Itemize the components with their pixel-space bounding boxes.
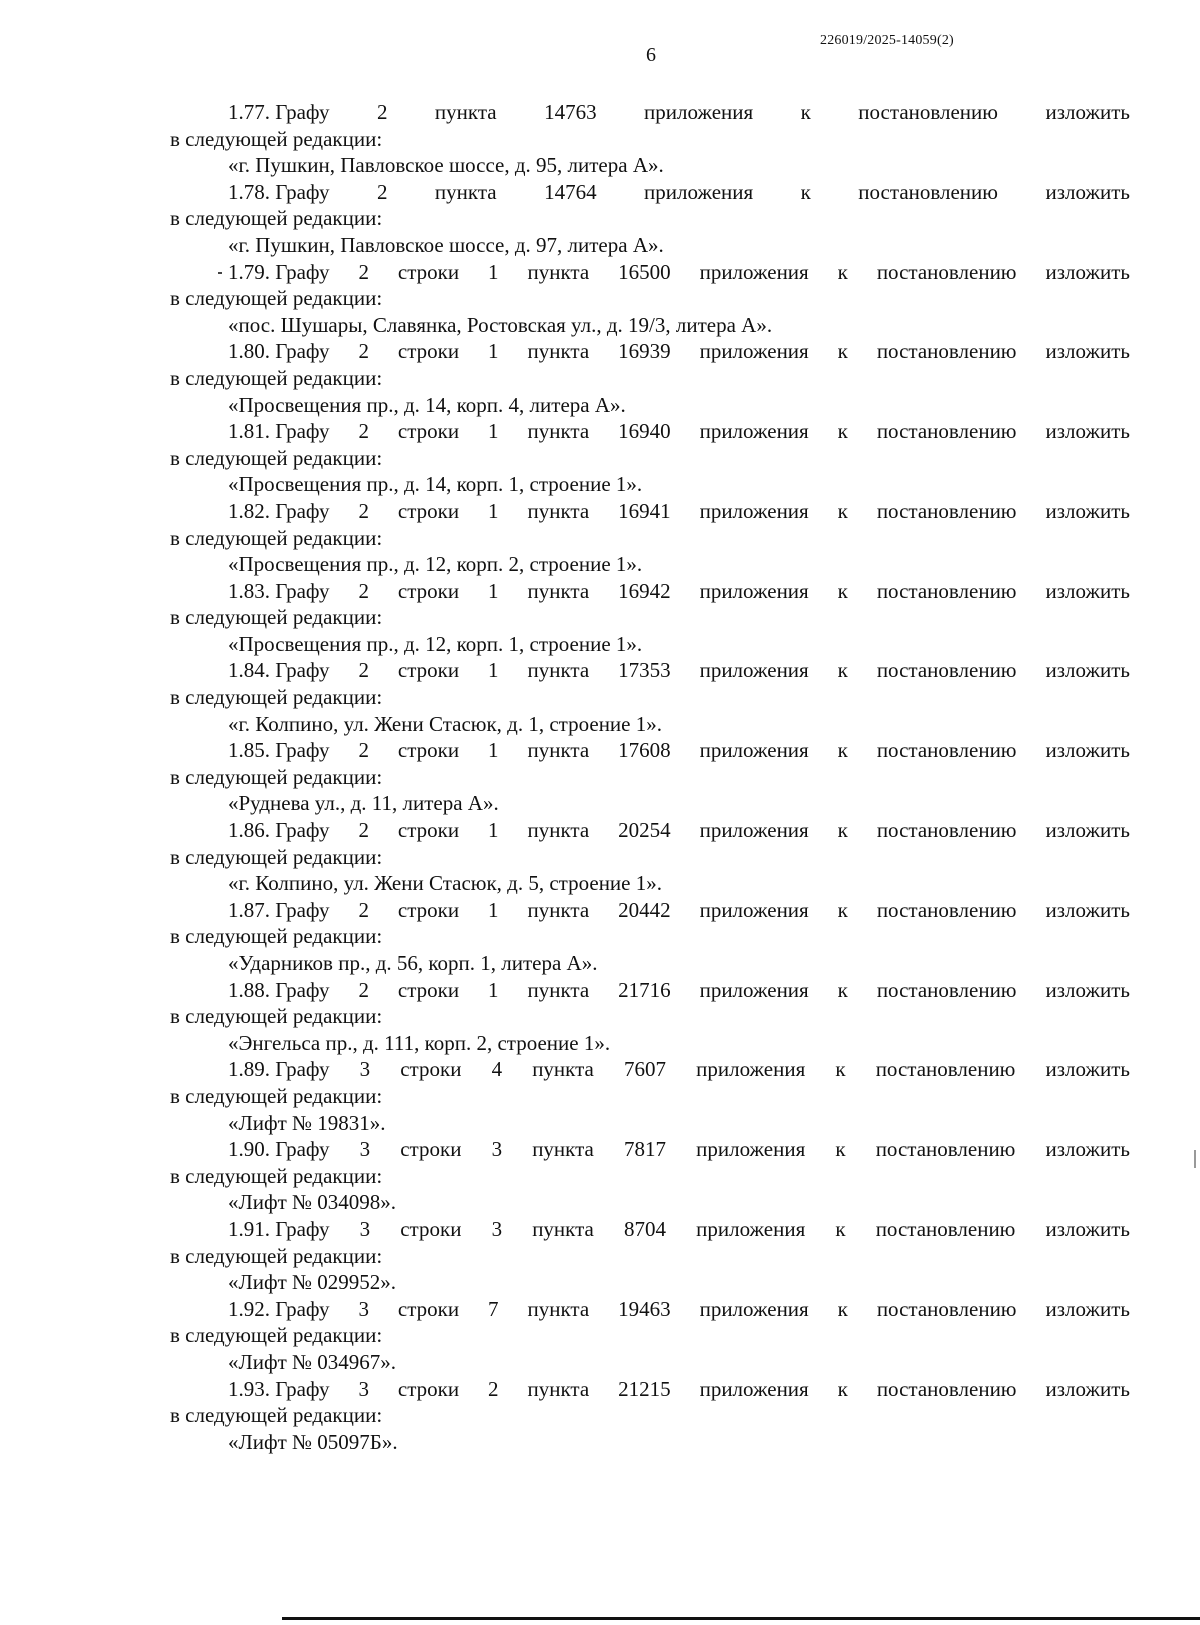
paragraph-word: приложения bbox=[696, 1057, 806, 1082]
paragraph-word: постановлению bbox=[876, 977, 1017, 1002]
paragraph-word: пункта bbox=[532, 1216, 594, 1241]
paragraph-word: пункта bbox=[527, 1376, 590, 1401]
paragraph-word: изложить bbox=[1045, 1216, 1130, 1241]
paragraph-word: 1.93. Графу bbox=[228, 1376, 330, 1401]
paragraph-first-line bbox=[170, 418, 1130, 445]
paragraph-word: приложения bbox=[699, 818, 809, 843]
paragraph-continuation: в следующей редакции: bbox=[170, 1004, 383, 1029]
paragraph-word: приложения bbox=[699, 1376, 809, 1401]
paragraph-word: пункта bbox=[527, 419, 590, 444]
paragraph-word: 17608 bbox=[618, 738, 671, 763]
paragraph-word: строки bbox=[397, 658, 460, 683]
amendment-paragraph bbox=[170, 1216, 1130, 1296]
amendment-paragraph bbox=[170, 418, 1130, 498]
paragraph-word: 2 bbox=[376, 100, 388, 124]
paragraph-word: 2 bbox=[358, 977, 369, 1002]
paragraph-word: постановлению bbox=[876, 1376, 1017, 1401]
paragraph-continuation: в следующей редакции: bbox=[170, 1083, 383, 1108]
paragraph-word: пункта bbox=[527, 897, 590, 922]
amendment-paragraph bbox=[170, 1296, 1130, 1376]
paragraph-word: постановлению bbox=[858, 179, 998, 204]
paragraph-word: строки bbox=[397, 339, 460, 364]
paragraph-word: к bbox=[837, 498, 848, 523]
paragraph-word: 1 bbox=[488, 818, 499, 843]
new-wording-quote: «Просвещения пр., д. 14, корп. 1, строение 1». bbox=[228, 472, 643, 497]
paragraph-word: постановлению bbox=[875, 1057, 1016, 1082]
paragraph-word: постановлению bbox=[876, 259, 1017, 284]
paragraph-first-line bbox=[170, 1136, 1130, 1163]
paragraph-continuation: в следующей редакции: bbox=[170, 844, 383, 869]
paragraph-word: изложить bbox=[1045, 100, 1130, 124]
paragraph-word: строки bbox=[400, 1057, 462, 1082]
paragraph-word: 1 bbox=[488, 339, 499, 364]
amendment-paragraph bbox=[170, 338, 1130, 418]
paragraph-word: приложения bbox=[699, 498, 809, 523]
paragraph-word: 1.83. Графу bbox=[228, 578, 330, 603]
paragraph-word: строки bbox=[397, 1296, 460, 1321]
paragraph-word: 1.82. Графу bbox=[228, 498, 330, 523]
amendment-paragraph bbox=[170, 99, 1130, 179]
new-wording-quote: «Энгельса пр., д. 111, корп. 2, строение 1». bbox=[228, 1030, 611, 1055]
paragraph-word: 1 bbox=[488, 738, 499, 763]
paragraph-continuation: в следующей редакции: bbox=[170, 605, 383, 630]
paragraph-first-line bbox=[170, 338, 1130, 365]
scan-artifact bbox=[218, 272, 222, 274]
paragraph-word: 1 bbox=[488, 259, 499, 284]
paragraph-word: пункта bbox=[532, 1137, 594, 1162]
paragraph-word: 7607 bbox=[623, 1057, 666, 1082]
paragraph-word: изложить bbox=[1045, 897, 1130, 922]
paragraph-word: пункта bbox=[532, 1057, 594, 1082]
paragraph-word: 7 bbox=[488, 1296, 499, 1321]
paragraph-first-line bbox=[170, 259, 1130, 286]
paragraph-continuation: в следующей редакции: bbox=[170, 764, 383, 789]
paragraph-word: 2 bbox=[358, 738, 369, 763]
paragraph-word: к bbox=[837, 818, 848, 843]
paragraph-word: приложения bbox=[699, 658, 809, 683]
paragraph-word: 2 bbox=[358, 578, 369, 603]
paragraph-word: постановлению bbox=[876, 658, 1017, 683]
paragraph-word: приложения bbox=[644, 100, 754, 124]
paragraph-word: 3 bbox=[358, 1376, 369, 1401]
paragraph-word: 16939 bbox=[618, 339, 671, 364]
paragraph-continuation: в следующей редакции: bbox=[170, 206, 383, 231]
paragraph-word: 1.77. Графу bbox=[228, 100, 330, 124]
amendment-paragraph bbox=[170, 737, 1130, 817]
paragraph-word: 19463 bbox=[618, 1296, 671, 1321]
paragraph-word: 16942 bbox=[618, 578, 671, 603]
paragraph-word: 2 bbox=[358, 818, 369, 843]
new-wording-quote: «г. Колпино, ул. Жени Стасюк, д. 1, строение 1». bbox=[228, 711, 662, 736]
paragraph-word: постановлению bbox=[876, 897, 1017, 922]
amendment-paragraph bbox=[170, 1376, 1130, 1456]
paragraph-continuation: в следующей редакции: bbox=[170, 445, 383, 470]
paragraph-word: 3 bbox=[491, 1216, 503, 1241]
paragraph-word: 3 bbox=[359, 1137, 371, 1162]
paragraph-word: 1.85. Графу bbox=[228, 738, 330, 763]
paragraph-word: к bbox=[837, 1296, 848, 1321]
paragraph-word: приложения bbox=[644, 179, 754, 204]
paragraph-word: строки bbox=[397, 1376, 460, 1401]
paragraph-word: строки bbox=[397, 738, 460, 763]
paragraph-first-line bbox=[170, 1296, 1130, 1323]
paragraph-word: 2 bbox=[358, 259, 369, 284]
paragraph-word: 1.90. Графу bbox=[228, 1137, 330, 1162]
paragraph-continuation: в следующей редакции: bbox=[170, 525, 383, 550]
paragraph-word: 2 bbox=[358, 419, 369, 444]
paragraph-word: 1.88. Графу bbox=[228, 977, 330, 1002]
paragraph-word: 1 bbox=[488, 977, 499, 1002]
paragraph-word: 20442 bbox=[618, 897, 671, 922]
paragraph-word: пункта bbox=[527, 259, 590, 284]
paragraph-word: приложения bbox=[696, 1137, 806, 1162]
paragraph-first-line bbox=[170, 657, 1130, 684]
paragraph-word: 1.84. Графу bbox=[228, 658, 330, 683]
paragraph-word: 1 bbox=[488, 897, 499, 922]
paragraph-word: к bbox=[800, 179, 811, 204]
paragraph-word: к bbox=[837, 738, 848, 763]
paragraph-word: изложить bbox=[1045, 1376, 1130, 1401]
paragraph-word: 1.91. Графу bbox=[228, 1216, 330, 1241]
paragraph-word: 2 bbox=[488, 1376, 499, 1401]
paragraph-word: изложить bbox=[1045, 738, 1130, 763]
paragraph-word: изложить bbox=[1045, 658, 1130, 683]
paragraph-word: к bbox=[837, 259, 848, 284]
new-wording-quote: «Руднева ул., д. 11, литера А». bbox=[228, 791, 499, 816]
paragraph-word: пункта bbox=[527, 977, 590, 1002]
paragraph-word: изложить bbox=[1045, 419, 1130, 444]
paragraph-word: 1.87. Графу bbox=[228, 897, 330, 922]
paragraph-first-line bbox=[170, 977, 1130, 1004]
amendment-paragraph bbox=[170, 657, 1130, 737]
paragraph-word: 8704 bbox=[623, 1216, 666, 1241]
amendment-paragraph bbox=[170, 259, 1130, 339]
paragraph-first-line bbox=[170, 1376, 1130, 1403]
paragraph-word: приложения bbox=[699, 977, 809, 1002]
paragraph-word: 2 bbox=[358, 658, 369, 683]
paragraph-word: постановлению bbox=[875, 1216, 1016, 1241]
paragraph-word: постановлению bbox=[876, 738, 1017, 763]
paragraph-word: к bbox=[835, 1216, 846, 1241]
new-wording-quote: «Просвещения пр., д. 14, корп. 4, литера А». bbox=[228, 392, 626, 417]
paragraph-word: постановлению bbox=[876, 419, 1017, 444]
paragraph-first-line bbox=[170, 817, 1130, 844]
paragraph-word: приложения bbox=[699, 1296, 809, 1321]
paragraph-word: 21716 bbox=[618, 977, 671, 1002]
new-wording-quote: «Лифт № 034098». bbox=[228, 1190, 397, 1215]
paragraph-word: постановлению bbox=[876, 578, 1017, 603]
paragraph-word: 1.92. Графу bbox=[228, 1296, 330, 1321]
amendment-paragraph bbox=[170, 498, 1130, 578]
paragraph-word: строки bbox=[397, 818, 460, 843]
paragraph-word: 2 bbox=[358, 498, 369, 523]
paragraph-word: 14763 bbox=[544, 100, 597, 124]
page-number: 6 bbox=[646, 44, 656, 66]
new-wording-quote: «Лифт № 05097Б». bbox=[228, 1429, 398, 1454]
paragraph-word: 1.80. Графу bbox=[228, 339, 330, 364]
paragraph-word: 3 bbox=[359, 1216, 371, 1241]
paragraph-word: 7817 bbox=[623, 1137, 666, 1162]
paragraph-word: строки bbox=[397, 498, 460, 523]
paragraph-word: 3 bbox=[491, 1137, 503, 1162]
paragraph-word: к bbox=[835, 1137, 846, 1162]
amendment-paragraph bbox=[170, 897, 1130, 977]
paragraph-word: изложить bbox=[1045, 339, 1130, 364]
paragraph-word: 2 bbox=[358, 897, 369, 922]
paragraph-word: к bbox=[837, 977, 848, 1002]
amendment-paragraph bbox=[170, 1136, 1130, 1216]
paragraph-word: изложить bbox=[1045, 818, 1130, 843]
new-wording-quote: «Просвещения пр., д. 12, корп. 1, строение 1». bbox=[228, 631, 643, 656]
paragraph-first-line bbox=[170, 1056, 1130, 1083]
new-wording-quote: «г. Пушкин, Павловское шоссе, д. 95, литера А». bbox=[228, 153, 664, 178]
paragraph-word: к bbox=[837, 419, 848, 444]
document-body bbox=[170, 99, 1130, 1455]
paragraph-word: 1 bbox=[488, 419, 499, 444]
paragraph-first-line bbox=[170, 498, 1130, 525]
new-wording-quote: «Лифт № 19831». bbox=[228, 1110, 386, 1135]
paragraph-word: к bbox=[837, 897, 848, 922]
paragraph-word: строки bbox=[397, 977, 460, 1002]
paragraph-word: 21215 bbox=[618, 1376, 671, 1401]
paragraph-continuation: в следующей редакции: bbox=[170, 1323, 383, 1348]
paragraph-continuation: в следующей редакции: bbox=[170, 126, 383, 151]
paragraph-continuation: в следующей редакции: bbox=[170, 1403, 383, 1428]
paragraph-word: пункта bbox=[434, 100, 497, 124]
paragraph-word: 3 bbox=[358, 1296, 369, 1321]
paragraph-word: пункта bbox=[527, 818, 590, 843]
paragraph-word: приложения bbox=[699, 897, 809, 922]
paragraph-word: приложения bbox=[699, 339, 809, 364]
paragraph-word: 1.86. Графу bbox=[228, 818, 330, 843]
paragraph-word: пункта bbox=[527, 498, 590, 523]
paragraph-first-line bbox=[170, 99, 1130, 126]
paragraph-word: 1.78. Графу bbox=[228, 179, 330, 204]
paragraph-word: строки bbox=[397, 897, 460, 922]
paragraph-word: пункта bbox=[527, 658, 590, 683]
paragraph-word: постановлению bbox=[875, 1137, 1016, 1162]
paragraph-word: 3 bbox=[359, 1057, 371, 1082]
paragraph-word: к bbox=[837, 339, 848, 364]
paragraph-word: 2 bbox=[358, 339, 369, 364]
paragraph-first-line bbox=[170, 179, 1130, 206]
paragraph-word: пункта bbox=[527, 578, 590, 603]
paragraph-continuation: в следующей редакции: bbox=[170, 924, 383, 949]
amendment-paragraph bbox=[170, 817, 1130, 897]
paragraph-word: изложить bbox=[1045, 1296, 1130, 1321]
document-registration-number: 226019/2025-14059(2) bbox=[820, 33, 954, 48]
new-wording-quote: «Лифт № 029952». bbox=[228, 1270, 397, 1295]
paragraph-word: к bbox=[837, 1376, 848, 1401]
paragraph-word: постановлению bbox=[876, 1296, 1017, 1321]
paragraph-word: приложения bbox=[699, 738, 809, 763]
paragraph-word: 1.81. Графу bbox=[228, 419, 330, 444]
new-wording-quote: «г. Колпино, ул. Жени Стасюк, д. 5, строение 1». bbox=[228, 871, 662, 896]
amendment-paragraph bbox=[170, 179, 1130, 259]
amendment-paragraph bbox=[170, 977, 1130, 1057]
paragraph-word: пункта bbox=[527, 339, 590, 364]
paragraph-word: 1 bbox=[488, 658, 499, 683]
paragraph-word: изложить bbox=[1045, 578, 1130, 603]
paragraph-word: изложить bbox=[1045, 977, 1130, 1002]
paragraph-continuation: в следующей редакции: bbox=[170, 685, 383, 710]
paragraph-word: строки bbox=[397, 578, 460, 603]
paragraph-word: к bbox=[800, 100, 811, 124]
paragraph-first-line bbox=[170, 1216, 1130, 1243]
paragraph-word: строки bbox=[397, 259, 460, 284]
amendment-paragraph bbox=[170, 1056, 1130, 1136]
paragraph-word: 16940 bbox=[618, 419, 671, 444]
paragraph-word: пункта bbox=[434, 179, 497, 204]
paragraph-word: изложить bbox=[1045, 179, 1130, 204]
paragraph-word: к bbox=[835, 1057, 846, 1082]
paragraph-word: пункта bbox=[527, 1296, 590, 1321]
paragraph-word: 17353 bbox=[618, 658, 671, 683]
new-wording-quote: «г. Пушкин, Павловское шоссе, д. 97, литера А». bbox=[228, 232, 664, 257]
paragraph-word: 16941 bbox=[618, 498, 671, 523]
bottom-rule bbox=[282, 1617, 1200, 1620]
paragraph-word: 1.79. Графу bbox=[228, 259, 330, 284]
paragraph-word: приложения bbox=[699, 419, 809, 444]
paragraph-word: постановлению bbox=[876, 339, 1017, 364]
paragraph-word: приложения bbox=[696, 1216, 806, 1241]
paragraph-word: 14764 bbox=[544, 179, 597, 204]
paragraph-first-line bbox=[170, 897, 1130, 924]
paragraph-word: приложения bbox=[699, 259, 809, 284]
amendment-paragraph bbox=[170, 578, 1130, 658]
paragraph-word: постановлению bbox=[876, 498, 1017, 523]
paragraph-first-line bbox=[170, 737, 1130, 764]
paragraph-word: постановлению bbox=[876, 818, 1017, 843]
paragraph-word: пункта bbox=[527, 738, 590, 763]
paragraph-continuation: в следующей редакции: bbox=[170, 1243, 383, 1268]
scan-artifact bbox=[1194, 1150, 1196, 1168]
paragraph-continuation: в следующей редакции: bbox=[170, 1163, 383, 1188]
paragraph-word: к bbox=[837, 658, 848, 683]
paragraph-word: изложить bbox=[1045, 1137, 1130, 1162]
paragraph-word: 2 bbox=[376, 179, 388, 204]
new-wording-quote: «Ударников пр., д. 56, корп. 1, литера А». bbox=[228, 951, 598, 975]
paragraph-word: изложить bbox=[1045, 1057, 1130, 1082]
paragraph-first-line bbox=[170, 578, 1130, 605]
paragraph-word: строки bbox=[397, 419, 460, 444]
paragraph-word: изложить bbox=[1045, 259, 1130, 284]
paragraph-word: приложения bbox=[699, 578, 809, 603]
new-wording-quote: «Лифт № 034967». bbox=[228, 1349, 397, 1374]
paragraph-word: 20254 bbox=[618, 818, 671, 843]
paragraph-word: строки bbox=[400, 1216, 462, 1241]
paragraph-word: 1 bbox=[488, 498, 499, 523]
paragraph-word: 16500 bbox=[618, 259, 671, 284]
paragraph-word: строки bbox=[400, 1137, 462, 1162]
paragraph-continuation: в следующей редакции: bbox=[170, 365, 383, 390]
paragraph-word: к bbox=[837, 578, 848, 603]
new-wording-quote: «Просвещения пр., д. 12, корп. 2, строение 1». bbox=[228, 552, 643, 577]
paragraph-word: 4 bbox=[491, 1057, 503, 1082]
new-wording-quote: «пос. Шушары, Славянка, Ростовская ул., д. 19/3, литера А». bbox=[228, 312, 773, 337]
paragraph-continuation: в следующей редакции: bbox=[170, 286, 383, 311]
paragraph-word: 1.89. Графу bbox=[228, 1057, 330, 1082]
paragraph-word: изложить bbox=[1045, 498, 1130, 523]
paragraph-word: 1 bbox=[488, 578, 499, 603]
paragraph-word: постановлению bbox=[858, 100, 998, 124]
